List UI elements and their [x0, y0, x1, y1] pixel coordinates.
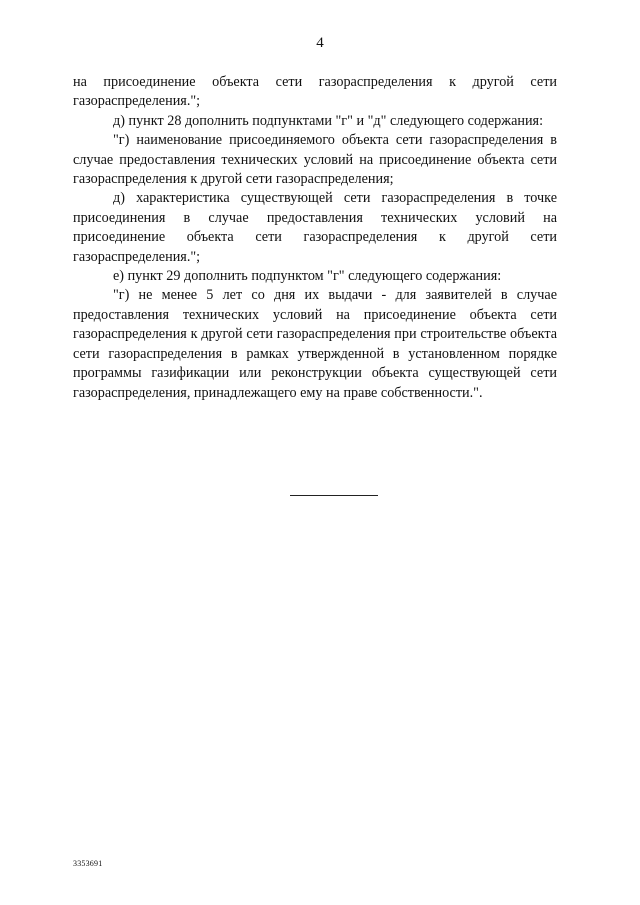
paragraph-subitem-d-characteristic: д) характеристика существующей сети газораспределения в точке присоединения в случае предоставления технических условий на присоединение объекта сети газораспределения к другой сети газораспределения."; [73, 190, 557, 265]
paragraph-item-e-point-29: е) пункт 29 дополнить подпунктом "г" следующего содержания: [113, 268, 502, 285]
closing-divider [290, 495, 378, 496]
paragraph-subitem-g-term: "г) не менее 5 лет со дня их выдачи - для заявителей в случае предоставления технических условий на присоединение объекта сети газораспределения к другой сети газораспределения при строительстве объекта сети газораспределения в рамках утвержденной в установленном порядке программы газификации или реконструкции объекта существующей сети газораспределения, принадлежащего ему на праве собственности.". [73, 287, 557, 401]
document-body [73, 73, 557, 403]
paragraph-subitem-g-name: "г) наименование присоединяемого объекта сети газораспределения в случае предоставления технических условий на присоединение объекта сети газораспределения к другой сети газораспределения; [73, 132, 557, 188]
paragraph-continuation: на присоединение объекта сети газораспределения к другой сети газораспределения."; [73, 74, 557, 110]
page-number: 4 [316, 35, 324, 51]
paragraph-item-d-point-28: д) пункт 28 дополнить подпунктами "г" и "д" следующего содержания: [113, 112, 544, 129]
document-code: 3353691 [73, 859, 103, 868]
